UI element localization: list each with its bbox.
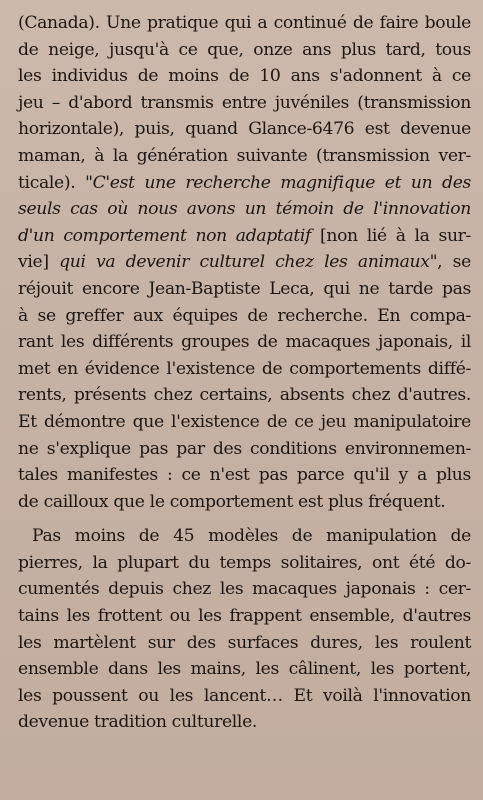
text-line <box>18 170 471 197</box>
text-segment: ticale). <box>18 172 86 193</box>
text-line: ensemble dans les mains, les câlinent, les portent, <box>18 659 471 680</box>
paragraph-2 <box>18 523 471 736</box>
text-line <box>18 249 471 276</box>
text-line: cumentés depuis chez les macaques japonais : cer- <box>18 579 471 600</box>
text-line: horizontale), puis, quand Glance-6476 est devenue <box>18 119 471 140</box>
text-line: jeu – d'abord transmis entre juvéniles (transmission <box>18 92 471 113</box>
paragraph-spacer <box>18 515 471 523</box>
text-line: de neige, jusqu'à ce que, onze ans plus tard, tous <box>18 39 471 60</box>
text-line: les martèlent sur des surfaces dures, les roulent <box>18 632 471 653</box>
text-line: Pas moins de 45 modèles de manipulation de <box>32 526 471 547</box>
quote-segment: "C'est une recherche magnifique et un des <box>85 172 471 193</box>
text-line: rant les différents groupes de macaques japonais, il <box>18 332 471 353</box>
text-line: rents, présents chez certains, absents chez d'autres. <box>18 385 471 406</box>
article-text <box>18 10 471 736</box>
text-segment: [non lié à la sur- <box>311 225 471 246</box>
quote-segment: qui va devenir culturel chez les animaux" <box>59 252 438 273</box>
text-line: réjouit encore Jean-Baptiste Leca, qui ne tarde pas <box>18 278 471 299</box>
text-line: (Canada). Une pratique qui a continué de faire boule <box>18 13 471 33</box>
text-line: maman, à la génération suivante (transmission ver- <box>18 145 471 166</box>
text-line: ne s'explique pas par des conditions environnemen- <box>18 438 471 459</box>
text-line: à se greffer aux équipes de recherche. En compa- <box>18 305 471 326</box>
text-segment: vie] <box>18 252 60 273</box>
quote-segment: seuls cas où nous avons un témoin de l'innovation <box>18 199 471 220</box>
text-line: de cailloux que le comportement est plus fréquent. <box>18 491 446 512</box>
text-line: les poussent ou les lancent… Et voilà l'innovation <box>18 685 471 706</box>
paragraph-1 <box>18 10 471 515</box>
text-line: tains les frottent ou les frappent ensemble, d'autres <box>18 606 471 627</box>
text-line: pierres, la plupart du temps solitaires, ont été do- <box>18 552 471 573</box>
text-line: devenue tradition culturelle. <box>18 712 258 733</box>
text-line: Et démontre que l'existence de ce jeu manipulatoire <box>18 411 471 432</box>
text-segment: , se <box>437 252 471 273</box>
quote-segment: d'un comportement non adaptatif <box>18 225 312 246</box>
text-line: tales manifestes : ce n'est pas parce qu'il y a plus <box>18 465 471 486</box>
text-line <box>18 223 471 250</box>
text-line: met en évidence l'existence de comportements diffé- <box>18 358 471 379</box>
text-line <box>18 196 471 223</box>
text-line: les individus de moins de 10 ans s'adonnent à ce <box>18 66 471 87</box>
